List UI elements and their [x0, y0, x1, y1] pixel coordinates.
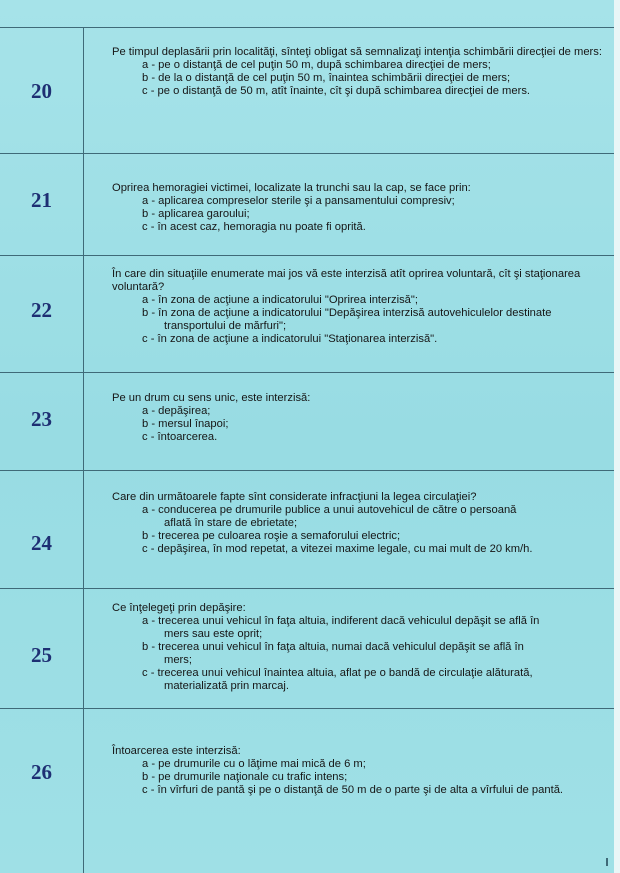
answer-option[interactable]: a - pe drumurile cu o lăţime mai mică de 6 m; [142, 758, 366, 770]
answer-option[interactable]: b - de la o distanţă de cel puţin 50 m, înaintea schimbării direcţiei de mers; [142, 72, 511, 84]
answer-option-continuation: mers; [164, 654, 192, 666]
question-number: 22 [31, 298, 52, 322]
answer-option[interactable]: c - în zona de acţiune a indicatorului "Staţionarea interzisă". [142, 333, 438, 345]
question-text: Oprirea hemoragiei victimei, localizate la trunchi sau la cap, se face prin: [112, 182, 471, 194]
question-24 [112, 491, 604, 556]
answer-option[interactable]: a - trecerea unui vehicul în faţa altuia, indiferent dacă vehiculul depăşit se află în [142, 615, 540, 627]
answer-option[interactable]: c - pe o distanţă de 50 m, atît înainte, cît şi după schimbarea direcţiei de mers. [142, 85, 531, 97]
answer-option[interactable]: c - întoarcerea. [142, 431, 218, 443]
question-20 [112, 46, 604, 98]
question-number: 23 [31, 407, 52, 431]
question-text: Pe timpul deplasării prin localităţi, sînteţi obligat să semnalizaţi intenţia schimbării direcţiei de mers: [112, 46, 602, 58]
answer-option[interactable]: a - depăşirea; [142, 405, 211, 417]
question-number: 20 [31, 79, 52, 103]
question-text: Pe un drum cu sens unic, este interzisă: [112, 392, 311, 404]
question-25 [112, 602, 604, 693]
row-divider [0, 588, 614, 589]
question-26 [112, 745, 604, 797]
row-divider [0, 372, 614, 373]
answer-option-continuation: aflată în stare de ebrietate; [164, 517, 298, 529]
answer-option[interactable]: a - în zona de acţiune a indicatorului "Oprirea interzisă"; [142, 294, 418, 306]
question-22 [112, 268, 604, 346]
question-text: Ce înţelegeţi prin depăşire: [112, 602, 246, 614]
page-edge [614, 0, 620, 873]
answer-option[interactable]: b - mersul înapoi; [142, 418, 229, 430]
answer-option[interactable]: a - aplicarea compreselor sterile şi a pansamentului compresiv; [142, 195, 455, 207]
answer-option[interactable]: a - pe o distanţă de cel puţin 50 m, după schimbarea direcţiei de mers; [142, 59, 491, 71]
answer-option[interactable]: b - pe drumurile naţionale cu trafic intens; [142, 771, 348, 783]
answer-option[interactable]: c - depăşirea, în mod repetat, a vitezei maxime legale, cu mai mult de 20 km/h. [142, 543, 533, 555]
answer-option-continuation: mers sau este oprit; [164, 628, 263, 640]
answer-option[interactable]: b - trecerea pe culoarea roşie a semaforului electric; [142, 530, 401, 542]
answer-option[interactable]: c - trecerea unui vehicul înaintea altuia, aflat pe o bandă de circulaţie alăturată, [142, 667, 533, 679]
question-text: Întoarcerea este interzisă: [112, 745, 241, 757]
row-divider [0, 255, 614, 256]
answer-option[interactable]: c - în vîrfuri de pantă şi pe o distanţă de 50 m de o parte şi de alta a vîrfului de pantă. [142, 784, 564, 796]
row-divider [0, 470, 614, 471]
question-number: 21 [31, 188, 52, 212]
answer-option[interactable]: b - în zona de acţiune a indicatorului "Depăşirea interzisă autovehiculelor destinate [142, 307, 552, 319]
question-text: În care din situaţiile enumerate mai jos vă este interzisă atît oprirea voluntară, cît şi staţionarea voluntară? [112, 268, 581, 293]
question-number: 26 [31, 760, 52, 784]
question-number: 24 [31, 531, 52, 555]
answer-option-continuation: transportului de mărfuri"; [164, 320, 287, 332]
row-divider [0, 153, 614, 154]
answer-option[interactable]: b - trecerea unui vehicul în faţa altuia, numai dacă vehiculul depăşit se află în [142, 641, 524, 653]
row-divider [0, 708, 614, 709]
question-21 [112, 182, 604, 234]
answer-option[interactable]: c - în acest caz, hemoragia nu poate fi oprită. [142, 221, 366, 233]
question-23 [112, 392, 604, 444]
answer-option[interactable]: a - conducerea pe drumurile publice a unui autovehicul de către o persoană [142, 504, 517, 516]
question-number: 25 [31, 643, 52, 667]
answer-option[interactable]: b - aplicarea garoului; [142, 208, 250, 220]
question-text: Care din următoarele fapte sînt considerate infracţiuni la legea circulaţiei? [112, 491, 477, 503]
answer-option-continuation: materializată prin marcaj. [164, 680, 289, 692]
page-mark [606, 858, 608, 866]
row-divider [0, 27, 614, 28]
